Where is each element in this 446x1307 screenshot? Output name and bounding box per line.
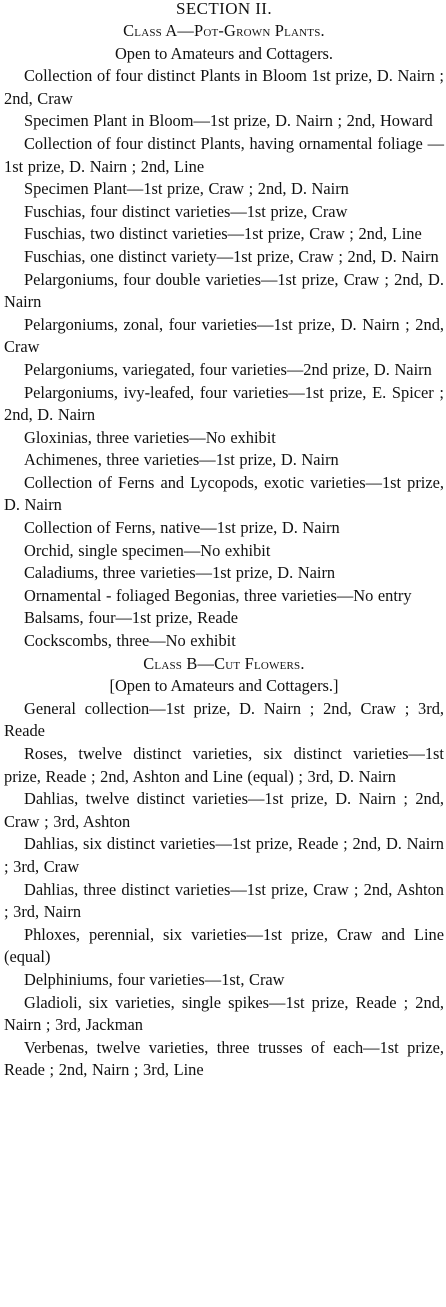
list-item: Collection of four distinct Plants, having ornamental foliage —1st prize, D. Nairn ; 2nd, Line — [4, 133, 444, 176]
list-item: Orchid, single specimen—No exhibit — [24, 540, 271, 560]
document-column — [4, 0, 444, 1082]
list-item: Collection of four distinct Plants in Bloom 1st prize, D. Nairn ; 2nd, Craw — [4, 66, 444, 108]
list-item: Fuschias, four distinct varieties—1st prize, Craw — [24, 201, 348, 221]
list-item: Roses, twelve distinct varieties, six distinct varieties—1st prize, Reade ; 2nd, Ashton and Line (equal) ; 3rd, D. Nairn — [4, 744, 444, 786]
list-item: Achimenes, three varieties—1st prize, D. Nairn — [24, 450, 339, 470]
list-item: General collection—1st prize, D. Nairn ; 2nd, Craw ; 3rd, Reade — [4, 698, 444, 741]
section-title: SECTION II. — [176, 0, 272, 18]
list-item: Gloxinias, three varieties—No exhibit — [24, 427, 276, 447]
list-item: Specimen Plant—1st prize, Craw ; 2nd, D. Nairn — [24, 179, 349, 199]
class-b-title: Class B—Cut Flowers. — [143, 653, 305, 673]
list-item: Verbenas, twelve varieties, three trusses of each—1st prize, Reade ; 2nd, Nairn ; 3rd, Line — [4, 1037, 444, 1080]
list-item: Specimen Plant in Bloom—1st prize, D. Nairn ; 2nd, Howard — [24, 111, 433, 131]
list-item: Cockscombs, three—No exhibit — [24, 631, 236, 651]
list-item: Delphiniums, four varieties—1st, Craw — [24, 969, 285, 989]
class-a-title: Class A—Pot-Grown Plants. — [123, 21, 325, 40]
list-item: Gladioli, six varieties, single spikes—1st prize, Reade ; 2nd, Nairn ; 3rd, Jackman — [4, 992, 444, 1035]
class-b-entries — [4, 698, 444, 1082]
list-item: Pelargoniums, ivy-leafed, four varieties—1st prize, E. Spicer ; 2nd, D. Nairn — [4, 382, 444, 425]
list-item: Pelargoniums, four double varieties—1st prize, Craw ; 2nd, D. Nairn — [4, 269, 444, 312]
list-item: Collection of Ferns and Lycopods, exotic varieties—1st prize, D. Nairn — [4, 472, 444, 515]
class-a-subtitle: Open to Amateurs and Cottagers. — [114, 43, 334, 63]
list-item: Pelargoniums, variegated, four varieties—2nd prize, D. Nairn — [24, 359, 432, 379]
list-item: Fuschias, two distinct varieties—1st prize, Craw ; 2nd, Line — [24, 224, 422, 244]
list-item: Balsams, four—1st prize, Reade — [24, 608, 239, 628]
list-item: Fuschias, one distinct variety—1st prize, Craw ; 2nd, D. Nairn — [24, 246, 439, 266]
class-b-subtitle: [Open to Amateurs and Cottagers.] — [109, 676, 339, 696]
list-item: Phloxes, perennial, six varieties—1st prize, Craw and Line (equal) — [4, 924, 444, 967]
list-item: Dahlias, twelve distinct varieties—1st prize, D. Nairn ; 2nd, Craw ; 3rd, Ashton — [4, 789, 444, 831]
list-item: Caladiums, three varieties—1st prize, D. Nairn — [24, 563, 336, 583]
list-item: Ornamental - foliaged Begonias, three varieties—No entry — [24, 585, 412, 605]
list-item: Pelargoniums, zonal, four varieties—1st prize, D. Nairn ; 2nd, Craw — [4, 314, 444, 357]
class-a-entries — [4, 65, 444, 652]
list-item: Dahlias, six distinct varieties—1st prize, Reade ; 2nd, D. Nairn ; 3rd, Craw — [4, 834, 444, 876]
list-item: Collection of Ferns, native—1st prize, D. Nairn — [24, 518, 340, 538]
list-item: Dahlias, three distinct varieties—1st prize, Craw ; 2nd, Ashton ; 3rd, Nairn — [4, 879, 444, 922]
